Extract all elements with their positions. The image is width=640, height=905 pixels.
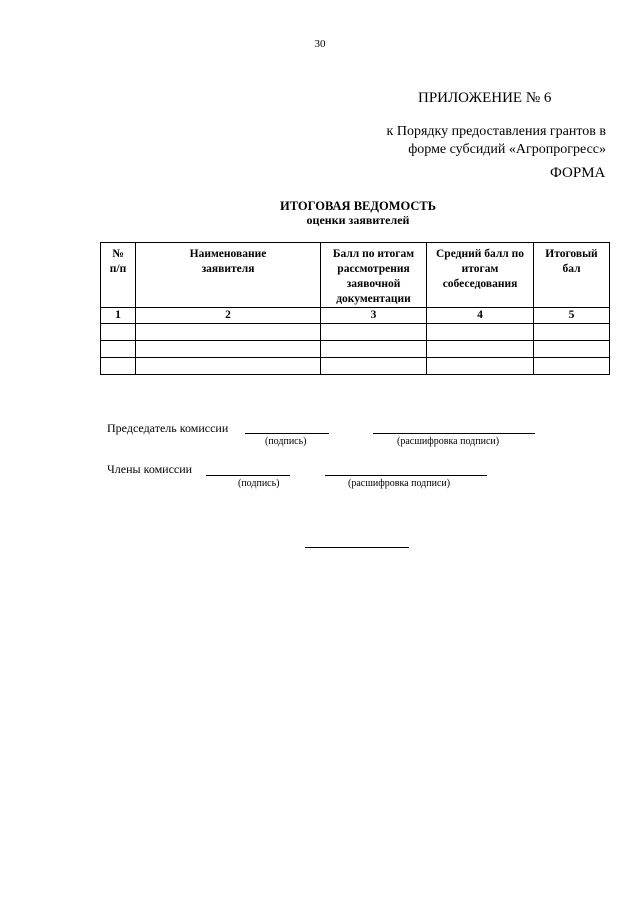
table-cell — [534, 358, 610, 375]
column-number-cell: 3 — [321, 308, 427, 324]
header-cell-number: № п/п — [101, 243, 136, 308]
order-reference-line-1: к Порядку предоставления грантов в — [386, 124, 606, 139]
table-numbering-row — [101, 308, 610, 324]
header-cell-interview-score: Средний балл по итогам собеседования — [427, 243, 534, 308]
table-cell — [321, 358, 427, 375]
document-title: ИТОГОВАЯ ВЕДОМОСТЬ — [279, 199, 436, 213]
table-row — [101, 324, 610, 341]
chairman-decoding-caption: (расшифровка подписи) — [397, 436, 500, 447]
table-cell — [101, 324, 136, 341]
table-cell — [427, 341, 534, 358]
column-number-cell: 1 — [101, 308, 136, 324]
header-cell-documentation-score: Балл по итогам рассмотрения заявочной документации — [321, 243, 427, 308]
order-reference-line-2: форме субсидий «Агропрогресс» — [408, 142, 606, 157]
page-number: 30 — [314, 38, 326, 50]
header-cell-applicant: Наименование заявителя — [136, 243, 321, 308]
table-cell — [321, 341, 427, 358]
table-cell — [101, 341, 136, 358]
chairman-decoding-line — [373, 433, 535, 434]
header-cell-final-score: Итоговый бал — [534, 243, 610, 308]
column-number-cell: 5 — [534, 308, 610, 324]
table-cell — [534, 324, 610, 341]
table-cell — [534, 341, 610, 358]
members-decoding-caption: (расшифровка подписи) — [348, 478, 451, 489]
chairman-signature-caption: (подпись) — [265, 436, 307, 447]
table-cell — [136, 324, 321, 341]
document-subtitle: оценки заявителей — [306, 213, 410, 227]
table-cell — [136, 341, 321, 358]
table-cell — [427, 358, 534, 375]
appendix-title: ПРИЛОЖЕНИЕ № 6 — [418, 90, 552, 106]
table-cell — [101, 358, 136, 375]
members-label: Члены комиссии — [107, 462, 193, 476]
table-header-row — [101, 243, 610, 308]
members-decoding-line — [325, 475, 487, 476]
chairman-signature-line — [245, 433, 329, 434]
column-number-cell: 2 — [136, 308, 321, 324]
members-signature-line — [206, 475, 290, 476]
table-row — [101, 358, 610, 375]
chairman-label: Председатель комиссии — [107, 421, 229, 435]
table-cell — [321, 324, 427, 341]
table-cell — [136, 358, 321, 375]
table-row — [101, 341, 610, 358]
form-label: ФОРМА — [550, 165, 606, 181]
members-signature-caption: (подпись) — [238, 478, 280, 489]
table-cell — [427, 324, 534, 341]
closing-divider — [305, 547, 409, 548]
results-table — [100, 242, 610, 375]
column-number-cell: 4 — [427, 308, 534, 324]
